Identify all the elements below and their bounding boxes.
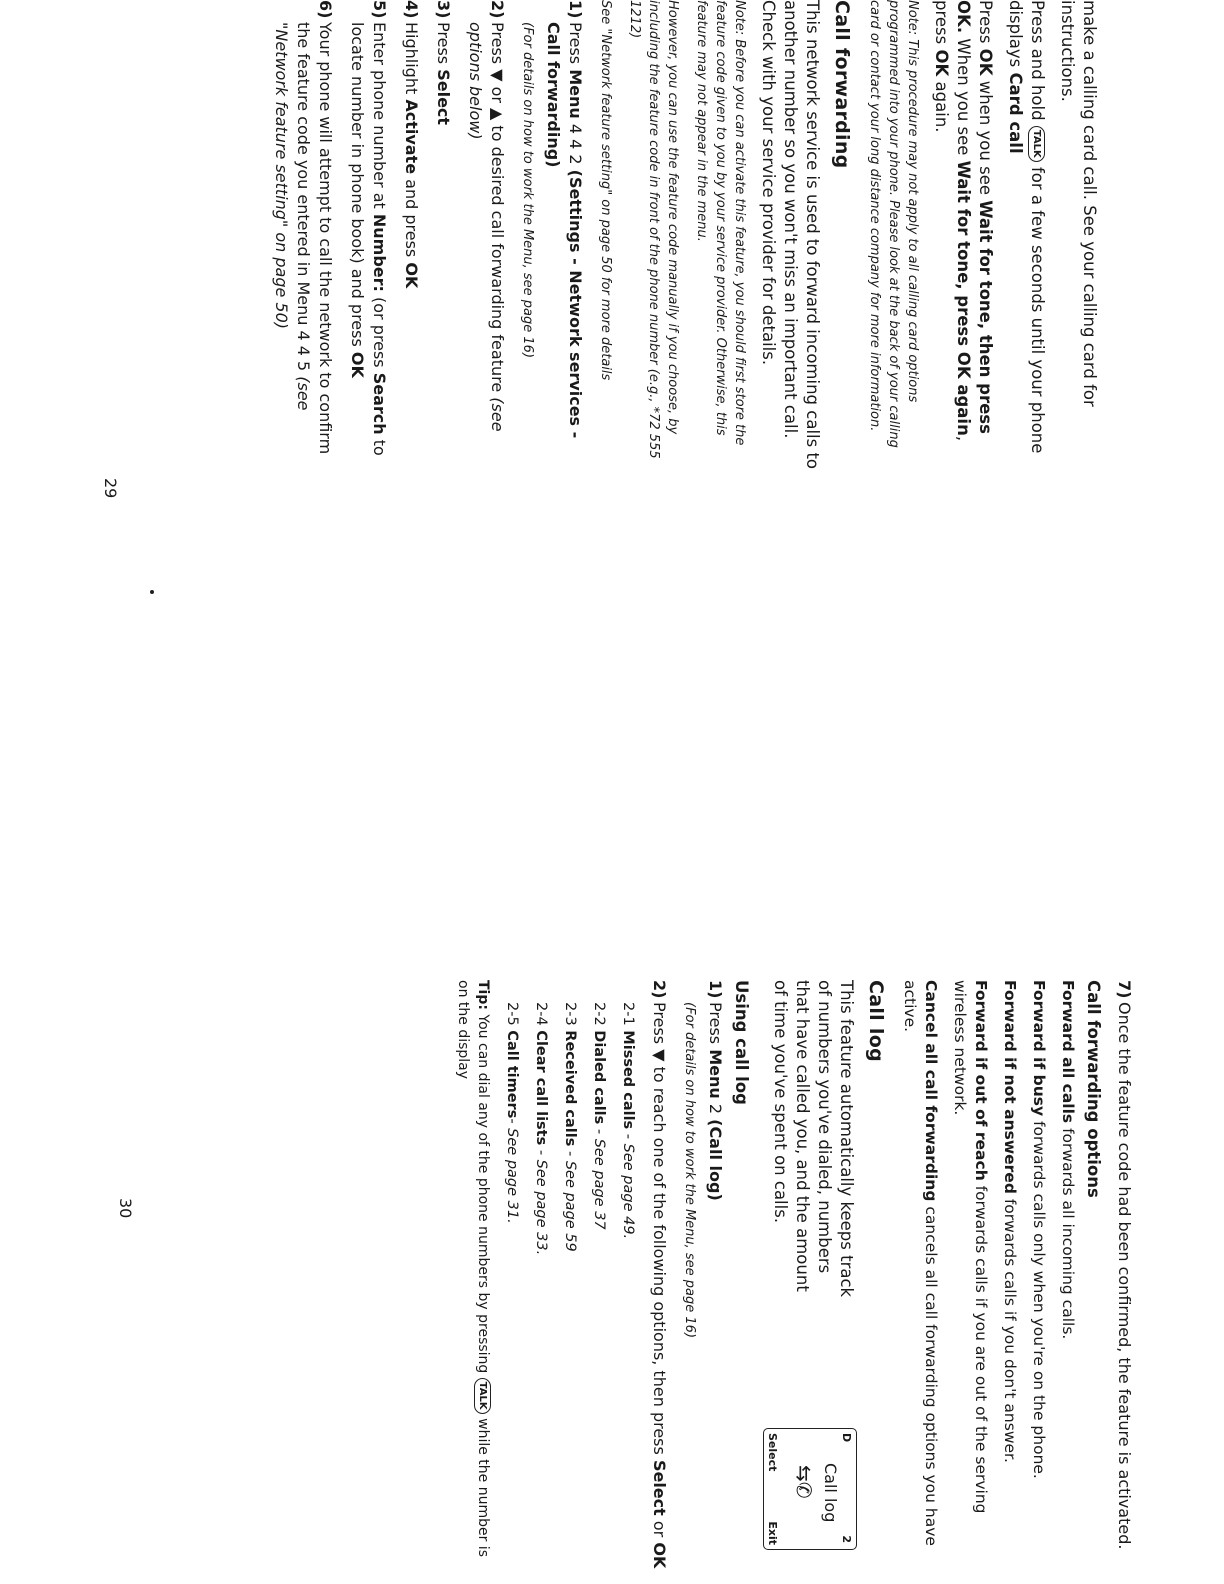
screen-corner-right: 2 [840, 1535, 853, 1543]
call-forwarding-description: This network service is used to forward incoming calls to another number so you won't miss an important call. Check with your service provider for details. [759, 0, 822, 470]
call-log-description: This feature automatically keeps track of numbers you've dialed, numbers that have called you, and the amount of time you've spent on calls. [771, 980, 856, 1298]
talk-key-icon: TALK [475, 1378, 492, 1414]
intro-text: make a calling card call. See your calling card for instructions. [1058, 0, 1099, 407]
intro-text-press: Press OK when you see Wait for tone, then press OK. When you see Wait for tone, press OK again, press OK again. [932, 0, 995, 442]
step-3: 3) Press Select [434, 0, 453, 126]
page-number-30: 30 [116, 1198, 135, 1219]
menu-item-clear-call-lists: 2-4 Clear call lists - See page 33. [533, 1002, 549, 1256]
page-29 [260, 0, 1100, 470]
option-forward-busy: Forward if busy forwards calls only when you're on the phone. [1030, 980, 1048, 1479]
page-number-29: 29 [101, 478, 120, 499]
option-forward-not-answered: Forward if not answered forwards calls if you don't answer. [1001, 980, 1019, 1463]
heading-forwarding-options: Call forwarding options [1084, 980, 1103, 1198]
heading-using-call-log: Using call log [732, 980, 751, 1105]
page-30 [445, 980, 1135, 1570]
call-log-section [761, 980, 857, 1570]
step-1-note: (For details on how to work the Menu, see page 16) [520, 22, 535, 359]
menu-item-dialed-calls: 2-2 Dialed calls - See page 37 [591, 1002, 607, 1230]
step-2: 2) Press ▼ or ▲ to desired call forwarding feature (see options below) [466, 0, 507, 432]
screen-corner-left: D [840, 1433, 853, 1443]
option-forward-out-of-reach: Forward if out of reach forwards calls if you are out of the serving wireless network. [951, 980, 990, 1514]
note-calling-card: Note: This procedure may not apply to all calling card options programmed into your phone. Please look at the back of your calling card or contact your long distance company for more information. [867, 0, 920, 448]
using-step-1: 1) Press Menu 2 (Call log) [706, 980, 725, 1201]
using-step-1-note: (For details on how to work the Menu, see page 16) [682, 1002, 697, 1339]
screen-softkey-left: Select [766, 1433, 779, 1472]
heading-call-log: Call log [865, 980, 887, 1062]
call-log-arrows-icon: ⇆✆ [792, 1465, 816, 1499]
step-1: 1) Press Menu 4 4 2 (Settings - Network services - Call forwarding) [544, 0, 585, 439]
see-reference: See "Network feature setting" on page 50 for more details [598, 0, 613, 381]
step-4: 4) Highlight Activate and press OK [402, 0, 421, 289]
tip-text: Tip: You can dial any of the phone numbers by pressing TALK while the number is on the display [455, 980, 491, 1557]
note-manual-code: However, you can use the feature code manually if you choose, by including the feature code in front of the phone number (e.g., *72 555 1212) [627, 0, 680, 459]
step-6: 6) Your phone will attempt to call the network to confirm the feature code you entered in Menu 4 4 5 (see "Network feature setting" on page 50) [272, 0, 335, 455]
screen-title: Call log [821, 1463, 840, 1523]
intro-text-hold: Press and hold TALK for a few seconds until your phone displays Card call [1006, 0, 1047, 454]
menu-item-received-calls: 2-3 Received calls - See page 59 [562, 1002, 578, 1252]
bullet-dot [150, 590, 154, 594]
step-7: 7) Once the feature code had been confirmed, the feature is activated. [1115, 980, 1134, 1550]
using-step-2: 2) Press ▼ to reach one of the following options, then press Select or OK [650, 980, 669, 1569]
talk-key-icon: TALK [1028, 126, 1045, 162]
screen-softkey-right: Exit [766, 1521, 779, 1545]
option-forward-all: Forward all calls forwards all incoming calls. [1059, 980, 1077, 1340]
option-cancel-all: Cancel all call forwarding cancels all call forwarding options you have active. [901, 980, 940, 1546]
step-5: 5) Enter phone number at Number: (or press Search to locate number in phone book) and press OK [348, 0, 389, 456]
note-feature-code: Note: Before you can activate this feature, you should first store the feature code given to you by your service provider. Otherwise, this feature may not appear in the menu. [694, 0, 747, 446]
menu-item-call-timers: 2-5 Call timers- See page 31. [504, 1002, 520, 1224]
heading-call-forwarding: Call forwarding [831, 0, 853, 169]
menu-item-missed-calls: 2-1 Missed calls - See page 49. [620, 1002, 636, 1240]
phone-screen-illustration [763, 1428, 857, 1550]
